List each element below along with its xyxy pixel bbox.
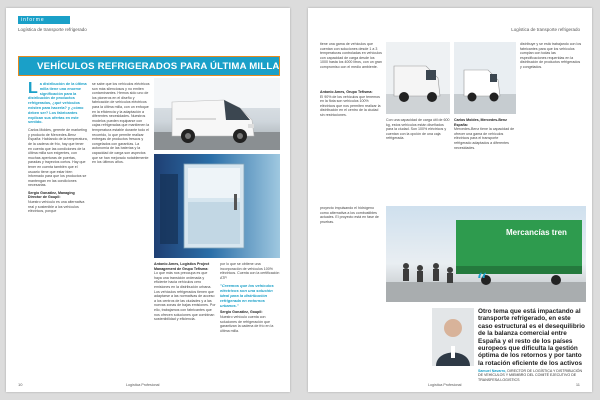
lead-paragraph xyxy=(28,82,88,125)
body-text: Lo que más nos preocupa es que haya una transición ordenada y eficiente hacia vehículos cero emisiones en la distribución urbana. Los vehículos refrigerados tienen que adaptarse a las normativas de acceso a los centros de las ciudades y a las nuevas zonas de bajas emisiones. Por ello, trabajamos con fabricantes que nos ofrecen soluciones que combinan sostenibilidad y eficiencia. xyxy=(154,271,216,322)
footer-right: Logística Profesional xyxy=(428,383,462,387)
fridge-box-photo xyxy=(154,154,280,258)
footer-left: Logística Profesional xyxy=(126,383,160,387)
fridge-illustration xyxy=(154,154,280,258)
ev-illustration xyxy=(386,42,450,114)
author: Antonio Ames, Logistics Project Management de Grupo Tefisma: xyxy=(154,262,210,271)
right-column-5 xyxy=(320,206,382,382)
section-title-left: Logística de transporte refrigerado xyxy=(18,27,87,32)
portrait-photo xyxy=(432,308,474,366)
section-title-right: Logística de transporte refrigerado xyxy=(511,27,580,32)
author: Sergio González, Managing Director de Goupil: xyxy=(28,190,75,200)
right-column-1-top xyxy=(320,42,382,88)
big-quote: Otro tema que está impactando al transporte refrigerado, en este caso estructural es el desequilibrio de la balanza comercial entre España y el resto de los países europeos que dificulta la gestión óptima de los retornos y por tanto la rotación eficiente de los activos xyxy=(478,308,585,367)
right-column-3 xyxy=(454,118,516,200)
author: Carlos Moldes, Mercedes-Benz España: xyxy=(454,118,507,127)
page-number-left: 10 xyxy=(18,382,23,387)
body-text: por lo que se obtiene una incorporación de vehículos 100% eléctricos. Cuenta con la certificación ATP. xyxy=(220,262,280,280)
left-column-2 xyxy=(92,82,150,382)
body-text: Con una capacidad de carga útil de 600 kg, estos vehículos están diseñados para la ciudad. Son 100% eléctricos y cuentan con la opción de una caja refrigerada. xyxy=(386,118,450,141)
informe-tag: informe xyxy=(18,16,70,24)
quote-author-role: DIRECTOR DE LOGÍSTICA Y DISTRIBUCIÓN DE VEHÍCULOS Y MIEMBRO DEL COMITÉ EJECUTIVO DE TRANSFESA LOGISTICS xyxy=(478,369,583,382)
van-photo xyxy=(154,78,280,150)
body-text: distribuye y se está trabajando con los fabricantes para que los vehículos cumplan con todas las especificaciones requeridas en la distribución de productos refrigerados y congelados. xyxy=(520,42,582,69)
lead-text: a distribución de la última milla tiene una enorme significación para la distribución de productos refrigerados, ¿qué vehículos existen para hacerla? y ¿cómo deben ser? Los fabricantes explican sus ofertas en este sentido. xyxy=(28,82,87,125)
body-text: Nuestro vehículo es una alternativa real y sostenible a los vehículos eléctricos, porque xyxy=(28,200,85,214)
right-column-1 xyxy=(320,90,382,200)
left-column-4 xyxy=(220,262,282,382)
left-column-3 xyxy=(154,262,216,382)
right-page xyxy=(308,8,592,392)
truck-text: Mercancías tren xyxy=(506,228,567,237)
body-text: se sabe que los vehículos eléctricos son más silenciosos y no emiten contaminantes. Hemos sido uno de los pioneros en el diseño y fabricación de vehículos eléctricos para la última milla, con un enfoque en la eficiencia y la adaptación a diferentes necesidades. Nuestros modelos pueden equiparse con cajas refrigeradas que mantienen la temperatura estable durante todo el recorrido, lo que permite realizar entregas de productos frescos y congelados con garantías. La autonomía de las baterías y la capacidad de carga son aspectos que se han mejorado notablemente en los últimos años. xyxy=(92,82,150,165)
headline: VEHÍCULOS REFRIGERADOS PARA ÚLTIMA MILLA xyxy=(37,61,280,72)
body-text: Nuestro vehículo cuenta con soluciones de refrigeración que garantizan la cadena de frío en la última milla. xyxy=(220,314,274,333)
pull-quote: "Creemos que los vehículos eléctricos son una solución ideal para la distribución refrigerada en entornos urbanos." xyxy=(220,283,274,309)
right-column-2 xyxy=(386,118,450,200)
electric-vehicle-photo-1 xyxy=(386,42,450,114)
body-text: Mercedes-Benz tiene la capacidad de ofrecer una gama de vehículos eléctricos para el transporte refrigerado adaptados a diferentes necesidades. xyxy=(454,127,515,150)
body-text: El 90% de los vehículos que tenemos en la flota son vehículos 100% eléctricos que nos permiten realizar la distribución en el centro de la ciudad sin restricciones. xyxy=(320,94,381,117)
electric-vehicle-photo-2 xyxy=(454,42,516,114)
person-illustration xyxy=(432,308,474,366)
van-illustration xyxy=(154,78,280,150)
body-text: proyecto impulsando el hidrógeno como alternativa a los combustibles actuales. El proyecto está en fase de pruebas. xyxy=(320,206,379,224)
quote-author xyxy=(478,369,586,382)
quote-author-name: Samuel Navarro, xyxy=(478,369,507,373)
drop-cap: L xyxy=(28,82,38,97)
page-number-right: 11 xyxy=(575,382,580,387)
left-page xyxy=(6,8,290,392)
headline-bar xyxy=(18,56,280,76)
body-text: tiene una gama de vehículos que cuentan con soluciones desde 1 a 3 temperaturas controladas en vehículos con capacidad de carga desde los 1000 hasta los 4000 litros, con un gran compromiso con el medio ambiente. xyxy=(320,42,382,69)
right-column-4 xyxy=(520,42,582,200)
quote-mark: “ xyxy=(476,270,488,295)
author: Antonio Ames, Grupo Tefisma: xyxy=(320,90,373,94)
author: Sergio González, Goupil: xyxy=(220,310,263,315)
left-column-1 xyxy=(28,82,88,382)
body-text: Carlos Moldes, gerente de marketing y producto de Mercedes-Benz España: Hablando de la temperatura, de la cadena de frío, hay que tener en cuenta que las condiciones de la última milla son exigentes, con muchas aperturas de puertas, paradas y trayectos cortos. Hay que tener en cuenta también que el usuario tiene que estar bien informado para que los productos se mantengan en las condiciones necesarias. xyxy=(28,128,88,188)
ev-illustration-2 xyxy=(454,42,516,114)
